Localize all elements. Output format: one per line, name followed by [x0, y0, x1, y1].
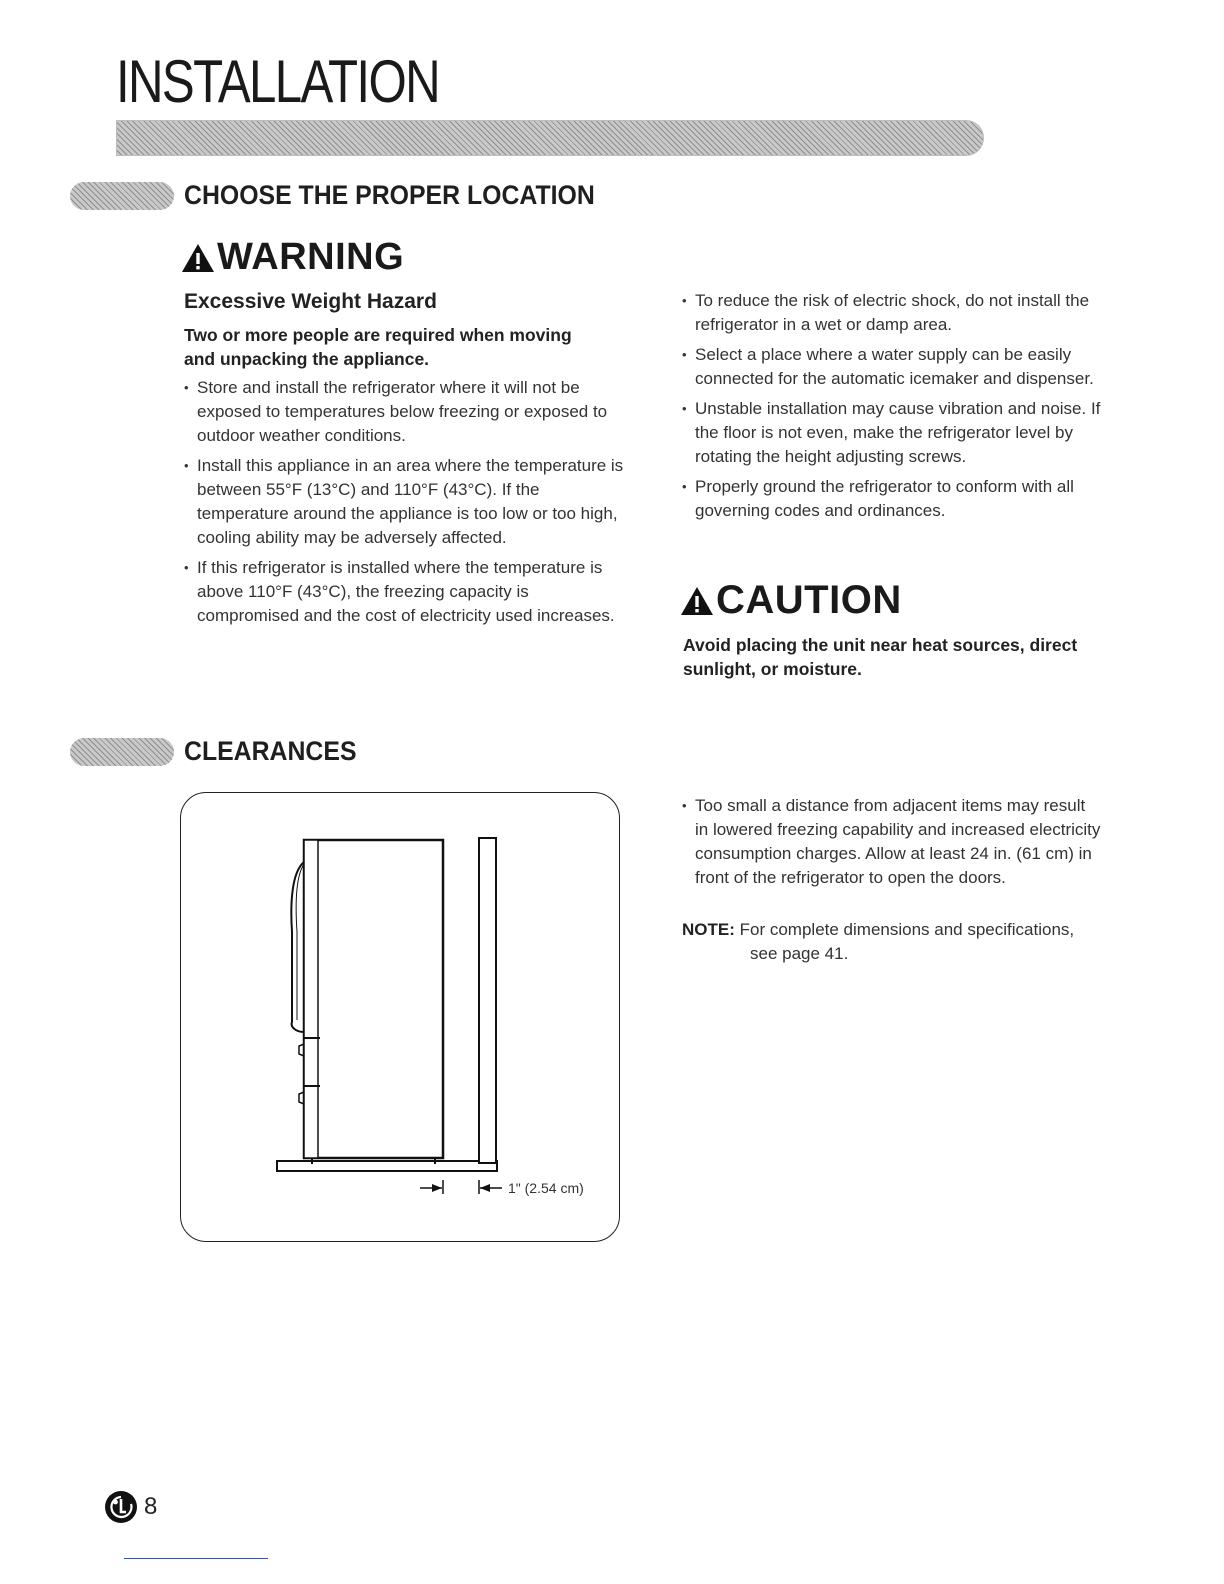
list-item: • Too small a distance from adjacent items may result in lowered freezing capability and increased electricity consumption charges. Allow at least 24 in. (61 cm) in front of the refrigerator to open the doors.	[682, 794, 1102, 890]
warning-bullets-right	[682, 289, 1122, 529]
lg-logo-icon	[104, 1490, 138, 1524]
note-line2: see page 41.	[750, 944, 849, 963]
caution-message: Avoid placing the unit near heat sources, direct sunlight, or moisture.	[683, 635, 1078, 679]
note-label: NOTE:	[682, 920, 735, 939]
warning-label	[181, 236, 404, 279]
door-handle	[291, 862, 304, 1032]
hazard-title: Excessive Weight Hazard	[184, 290, 437, 313]
dimension-arrowhead	[480, 1184, 490, 1192]
refrigerator-body	[304, 840, 443, 1158]
list-item: • Store and install the refrigerator where it will not be exposed to temperatures below freezing or exposed to outdoor weather conditions.	[184, 376, 624, 448]
list-item: • Unstable installation may cause vibration and noise. If the floor is not even, make the refrigerator level by rotating the height adjusting screws.	[682, 397, 1122, 469]
list-item: • Select a place where a water supply can be easily connected for the automatic icemaker and dispenser.	[682, 343, 1122, 391]
section-tab-marker	[70, 182, 174, 210]
wall	[479, 838, 496, 1163]
floor-line	[277, 1161, 497, 1171]
list-item: • If this refrigerator is installed where the temperature is above 110°F (43°C), the freezing capacity is compromised and the cost of electricity used increases.	[184, 556, 624, 628]
warning-emphasis: Two or more people are required when moving and unpacking the appliance.	[184, 325, 572, 369]
page-number: 8	[144, 1493, 158, 1520]
section-tab-marker	[70, 738, 174, 766]
clearance-bullets	[682, 794, 1102, 896]
warning-bullets-left	[184, 376, 624, 634]
clearance-dimension-label: 1" (2.54 cm)	[508, 1180, 584, 1196]
caution-text: CAUTION	[716, 578, 902, 622]
list-item: • Properly ground the refrigerator to conform with all governing codes and ordinances.	[682, 475, 1122, 523]
list-item: • Install this appliance in an area where the temperature is between 55°F (13°C) and 110°F (43°C). If the temperature around the appliance is too low or too high, cooling ability may be adversely affected.	[184, 454, 624, 550]
section-heading-location: CHOOSE THE PROPER LOCATION	[184, 180, 595, 210]
note-paragraph	[682, 918, 1152, 966]
title-banner-bar	[116, 120, 984, 156]
caution-label	[680, 578, 902, 623]
clearance-diagram	[180, 792, 620, 1242]
note-line1: For complete dimensions and specifications,	[739, 920, 1075, 939]
dimension-arrowhead	[432, 1184, 442, 1192]
list-item: • To reduce the risk of electric shock, do not install the refrigerator in a wet or damp area.	[682, 289, 1122, 337]
refrigerator-door-front	[304, 840, 318, 1158]
page-title: INSTALLATION	[116, 48, 439, 115]
section-heading-clearances: CLEARANCES	[184, 736, 357, 766]
footer-rule	[124, 1558, 268, 1559]
caution-triangle-icon	[680, 585, 714, 617]
warning-text: WARNING	[217, 236, 405, 278]
warning-triangle-icon	[181, 242, 215, 274]
page-footer	[104, 1490, 157, 1524]
